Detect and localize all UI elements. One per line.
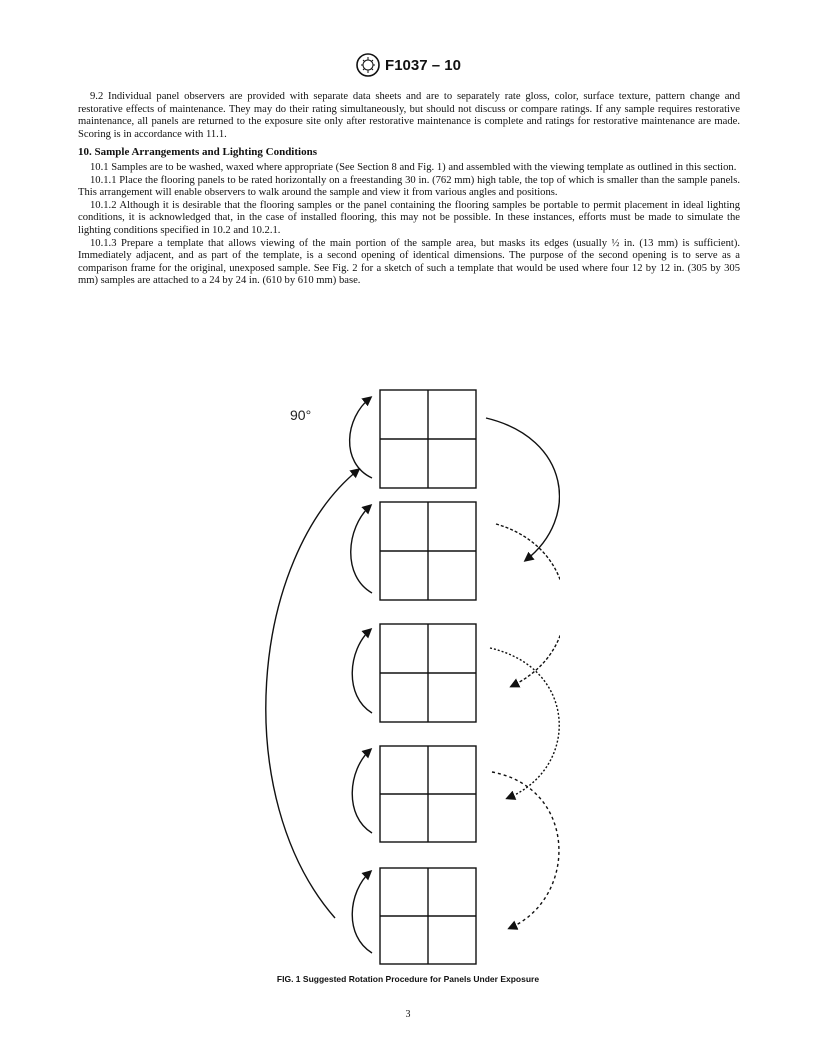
paragraph-10-1: 10.1 Samples are to be washed, waxed where appropriate (See Section 8 and Fig. 1) and assembled with the viewing template as outlined in this section. <box>90 161 737 173</box>
astm-logo-icon <box>355 52 381 78</box>
page-number: 3 <box>405 1009 411 1020</box>
transfer-arrow-3 <box>490 648 559 798</box>
paragraph-10-1-1: 10.1.1 Place the flooring panels to be rated horizontally on a freestanding 30 in. (762 mm) high table, the top of which is smaller than the sample panels. This arrangement will enable observers to walk around the sample and view it from various angles and positions. <box>78 174 740 199</box>
page-header <box>0 50 816 80</box>
transfer-arrow-4 <box>492 772 559 928</box>
standard-designation: F1037 – 10 <box>385 56 461 74</box>
paragraph-9-2: 9.2 Individual panel observers are provided with separate data sheets and are to separately rate gloss, color, surface texture, pattern change and restorative effects of maintenance. They may do their rating simultaneously, but should not discuss or compare ratings. If any sample requires restorative maintenance, all panels are returned to the exposure site only after restorative maintenance is complete and ratings for restorative maintenance are made. Scoring is in accordance with 11.1. <box>78 91 740 140</box>
rotate-arrow-1 <box>350 398 372 478</box>
panel-2 <box>380 502 476 600</box>
rotate-arrow-2 <box>351 506 372 593</box>
panel-4 <box>380 746 476 842</box>
transfer-arrow-1 <box>486 418 559 560</box>
angle-label: 90° <box>290 407 312 423</box>
rotation-figure <box>260 378 560 968</box>
body-text <box>78 91 740 288</box>
transfer-arrow-2 <box>496 524 560 686</box>
panel-5 <box>380 868 476 964</box>
panel-1 <box>380 390 476 488</box>
figure-caption: FIG. 1 Suggested Rotation Procedure for Panels Under Exposure <box>276 974 540 984</box>
rotate-arrow-5 <box>352 872 372 953</box>
paragraph-10-1-3: 10.1.3 Prepare a template that allows viewing of the main portion of the sample area, but masks its edges (usually ½ in. (13 mm) is sufficient). Immediately adjacent, and as part of the template, is a second opening of identical dimensions. The purpose of the second opening is to serve as a comparison frame for the original, unexposed sample. See Fig. 2 for a sketch of such a template that would be used where four 12 by 12 in. (305 by 305 mm) samples are attached to a 24 by 24 in. (610 by 610 mm) base. <box>78 237 740 287</box>
panel-3 <box>380 624 476 722</box>
rotate-arrow-3 <box>352 630 372 713</box>
section-10-heading: 10. Sample Arrangements and Lighting Conditions <box>78 146 317 159</box>
return-arrow <box>266 470 358 918</box>
paragraph-10-1-2: 10.1.2 Although it is desirable that the flooring samples or the panel containing the flooring samples be portable to permit placement in ideal lighting conditions, it is acknowledged that, in the case of installed flooring, this may not be possible. In these instances, efforts must be made to simulate the lighting conditions specified in 10.2 and 10.2.1. <box>78 199 740 236</box>
rotate-arrow-4 <box>352 750 372 833</box>
